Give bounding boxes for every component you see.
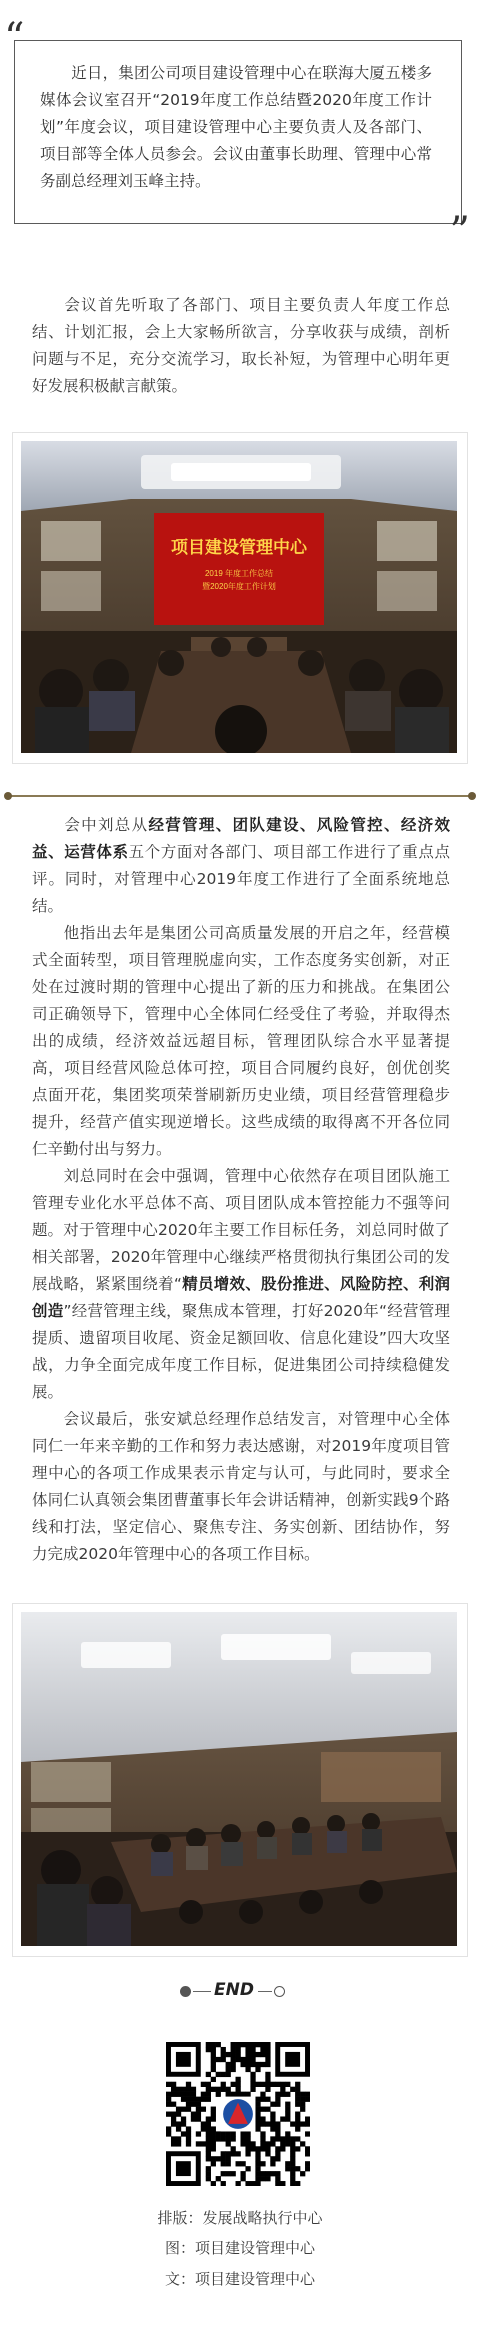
paragraph-5-prefix: 对于管理中心2020年主要工作目标任务，刘总同时做了相关部署，2020年管理中心继续严格贯彻执行集团公司的发展战略，紧紧围绕着“ xyxy=(32,1221,450,1293)
end-line-left xyxy=(193,1991,211,1992)
qr-finder-1 xyxy=(285,2052,300,2067)
divider-dot-right xyxy=(468,792,476,800)
paragraph-5 xyxy=(32,1217,450,1406)
paragraph-3-text: 他指出去年是集团公司高质量发展的开启之年，经营模式全面转型，项目管理脱虚向实，工作态度务实创新，对正处在过渡时期的管理中心提出了新的压力和挑战。在集团公司正确领导下，管理中心全体同仁经受住了考验，并取得杰出的成绩，经济效益远超目标，管理团队综合水平显著提高，项目经营风险总体可控，项目合同履约良好，创优创奖点面开花，集团奖项荣誉刷新历史业绩，项目经营管理稳步提升，经营产值实现逆增长。这些成绩的取得离不开各位同仁辛勤付出与努力。 xyxy=(32,924,450,1158)
meeting-photo-2-image xyxy=(21,1612,459,1948)
qr-code xyxy=(166,2042,310,2186)
qr-finder-2 xyxy=(176,2161,191,2176)
paragraph-6 xyxy=(32,1406,450,1568)
paragraph-5-bold: 精员增效、股份推进、风险防控、利润创造 xyxy=(32,1275,451,1320)
end-line-right xyxy=(258,1991,272,1992)
meeting-photo-1 xyxy=(12,432,468,764)
banner-line-2: 暨2020年度工作计划 xyxy=(202,582,276,591)
end-label: END xyxy=(214,1980,254,2000)
credit-photo: 图：项目建设管理中心 xyxy=(164,2239,315,2257)
paragraph-2 xyxy=(32,812,450,920)
end-dot-right-icon xyxy=(274,1986,285,1997)
paragraph-1-text: 会议首先听取了各部门、项目主要负责人年度工作总结、计划汇报，会上大家畅所欲言，分享收获与成绩，剖析问题与不足，充分交流学习，取长补短，为管理中心明年更好发展积极献言献策。 xyxy=(32,296,450,395)
intro-quote-content: 近日，集团公司项目建设管理中心在联海大厦五楼多媒体会议室召开“2019年度工作总结暨2020年度工作计划”年度会议，项目建设管理中心主要负责人及各部门、项目部等全体人员参会。会议由董事长助理、管理中心常务副总经理刘玉峰主持。 xyxy=(40,64,432,190)
divider-line xyxy=(6,795,474,797)
meeting-photo-1-image xyxy=(21,441,459,755)
end-dot-left-icon xyxy=(180,1986,191,1997)
paragraph-2-bold: 经营管理、团队建设、风险管控、经济效益、运营体系 xyxy=(32,816,450,861)
paragraph-2-prefix: 会中刘总从 xyxy=(63,816,149,834)
banner-text-block xyxy=(154,513,324,625)
paragraph-4-text: 刘总同时在会中强调，管理中心依然存在项目团队施工管理专业化水平总体不高、项目团队成本管控能力不强等问题。 xyxy=(32,1167,450,1239)
paragraph-5-suffix: ”经营管理主线，聚焦成本管理，打好2020年“经营管理提质、遗留项目收尾、资金足额回收、信息化建设”四大攻坚战，力争全面完成年度工作目标，促进集团公司持续稳健发展。 xyxy=(32,1302,450,1401)
paragraph-2-suffix: 五个方面对各部门、项目部工作进行了重点点评。同时，对管理中心2019年度工作进行了全面系统地总结。 xyxy=(32,843,450,915)
credit-text: 文：项目建设管理中心 xyxy=(164,2270,315,2288)
intro-quote-box xyxy=(4,15,470,255)
paragraph-1 xyxy=(32,292,450,400)
banner-line-1: 2019 年度工作总结 xyxy=(204,569,274,578)
qr-code-graphic xyxy=(166,2042,310,2186)
paragraph-3 xyxy=(32,920,450,1163)
banner-title: 项目建设管理中心 xyxy=(171,538,307,557)
meeting-room-wide-illustration xyxy=(21,1612,457,1946)
meeting-photo-2 xyxy=(12,1603,468,1957)
end-marker xyxy=(0,1978,480,2006)
paragraph-6-text: 会议最后，张安斌总经理作总结发言，对管理中心全体同仁一年来辛勤的工作和努力表达感谢，对2019年度项目管理中心的各项工作成果表示肯定与认可，与此同时，要求全体同仁认真领会集团曹董事长年会讲话精神，创新实践9个路线和打法，坚定信心、聚焦专注、务实创新、团结协作，努力完成2020年管理中心的各项工作目标。 xyxy=(32,1410,450,1563)
qr-finder-0 xyxy=(176,2052,191,2067)
close-quote-icon: ” xyxy=(449,209,470,255)
credit-layout: 排版：发展战略执行中心 xyxy=(157,2209,323,2227)
open-quote-icon: “ xyxy=(4,15,25,61)
intro-quote-text xyxy=(40,60,432,195)
divider-dot-left xyxy=(4,792,12,800)
